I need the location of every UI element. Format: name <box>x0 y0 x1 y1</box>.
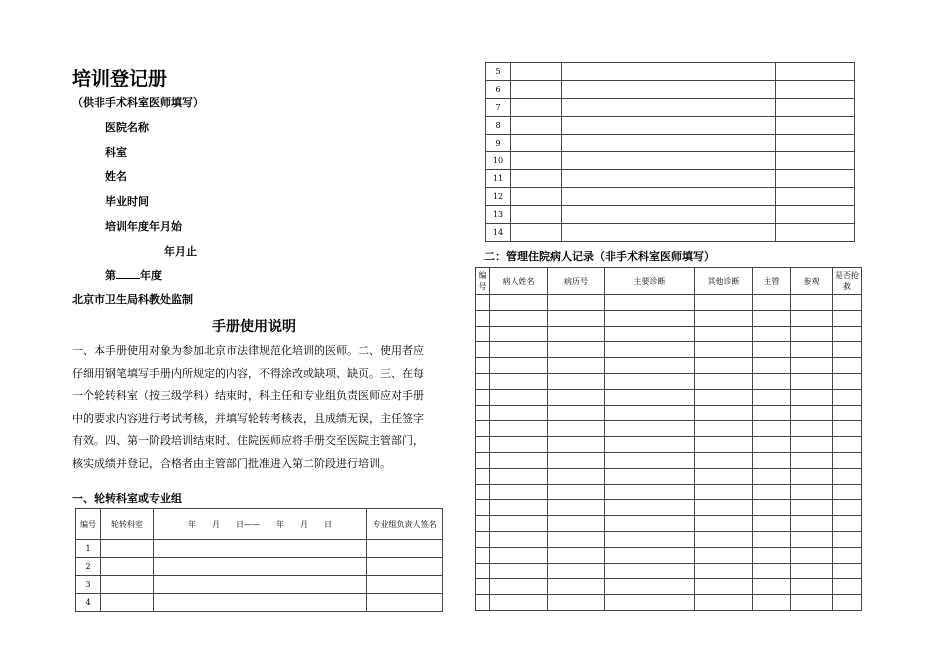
input-cell[interactable] <box>490 326 548 342</box>
input-cell[interactable] <box>791 484 833 500</box>
input-cell[interactable] <box>476 342 490 358</box>
input-cell[interactable] <box>548 295 605 311</box>
table-row <box>486 80 855 98</box>
input-cell[interactable] <box>791 295 833 311</box>
manual-line: 一个轮转科室（按三级学科）结束时，科主任和专业组负责医师应对手册 <box>72 389 424 402</box>
input-cell[interactable] <box>833 326 862 342</box>
input-cell[interactable] <box>776 80 855 98</box>
input-cell[interactable] <box>776 98 855 116</box>
manual-title: 手册使用说明 <box>212 319 296 335</box>
field-hospital-name: 医院名称 <box>105 121 149 134</box>
input-cell[interactable] <box>833 389 862 405</box>
input-cell[interactable] <box>511 98 562 116</box>
col-header-observe: 参观 <box>791 268 833 295</box>
input-cell[interactable] <box>367 576 443 594</box>
input-cell[interactable] <box>490 452 548 468</box>
input-cell[interactable] <box>833 452 862 468</box>
table-row <box>76 576 443 594</box>
input-cell[interactable] <box>562 152 776 170</box>
input-cell[interactable] <box>367 594 443 612</box>
input-cell[interactable] <box>695 326 753 342</box>
manual-line: 有效。四、第一阶段培训结束时、住院医师应将手册交至医院主管部门， <box>72 434 424 447</box>
input-cell[interactable] <box>490 579 548 595</box>
input-cell[interactable] <box>605 437 695 453</box>
table-row <box>486 63 855 81</box>
row-number: 13 <box>486 206 511 224</box>
input-cell[interactable] <box>490 310 548 326</box>
input-cell[interactable] <box>154 540 367 558</box>
input-cell[interactable] <box>753 405 791 421</box>
input-cell[interactable] <box>605 373 695 389</box>
input-cell[interactable] <box>548 516 605 532</box>
input-cell[interactable] <box>562 63 776 81</box>
table-row <box>486 116 855 134</box>
input-cell[interactable] <box>476 484 490 500</box>
input-cell[interactable] <box>605 405 695 421</box>
rotation-table-continued <box>485 62 855 242</box>
input-cell[interactable] <box>490 437 548 453</box>
table-row <box>76 540 443 558</box>
input-cell[interactable] <box>791 468 833 484</box>
input-cell[interactable] <box>753 373 791 389</box>
input-cell[interactable] <box>548 437 605 453</box>
table-row <box>486 152 855 170</box>
col-header-rescue: 是否抢救 <box>833 268 862 295</box>
input-cell[interactable] <box>695 468 753 484</box>
input-cell[interactable] <box>753 547 791 563</box>
input-cell[interactable] <box>476 468 490 484</box>
table-row <box>486 98 855 116</box>
input-cell[interactable] <box>833 531 862 547</box>
input-cell[interactable] <box>776 188 855 206</box>
input-cell[interactable] <box>548 579 605 595</box>
input-cell[interactable] <box>833 421 862 437</box>
input-cell[interactable] <box>833 358 862 374</box>
row-number: 1 <box>76 540 101 558</box>
col-header-patient-name: 病人姓名 <box>490 268 548 295</box>
input-cell[interactable] <box>695 563 753 579</box>
input-cell[interactable] <box>548 389 605 405</box>
input-cell[interactable] <box>753 516 791 532</box>
section1-heading: 一、轮转科室或专业组 <box>72 492 182 505</box>
input-cell[interactable] <box>695 358 753 374</box>
col-header-signature: 专业组负责人签名 <box>367 509 443 540</box>
table-row <box>476 563 862 579</box>
input-cell[interactable] <box>490 373 548 389</box>
table-row <box>486 170 855 188</box>
row-number: 8 <box>486 116 511 134</box>
input-cell[interactable] <box>562 134 776 152</box>
table-row <box>476 437 862 453</box>
table-row <box>76 558 443 576</box>
row-number: 14 <box>486 224 511 242</box>
col-header-dates: 年 月 日—— 年 月 日 <box>154 509 367 540</box>
input-cell[interactable] <box>776 206 855 224</box>
table-row <box>486 224 855 242</box>
input-cell[interactable] <box>490 563 548 579</box>
input-cell[interactable] <box>753 484 791 500</box>
input-cell[interactable] <box>511 206 562 224</box>
section2-heading: 二：管理住院病人记录（非手术科室医师填写） <box>484 250 715 263</box>
input-cell[interactable] <box>476 595 490 611</box>
col-header-department: 轮转科室 <box>101 509 154 540</box>
table-row <box>486 206 855 224</box>
input-cell[interactable] <box>476 516 490 532</box>
input-cell[interactable] <box>154 558 367 576</box>
input-cell[interactable] <box>490 358 548 374</box>
input-cell[interactable] <box>605 484 695 500</box>
table-row <box>476 342 862 358</box>
input-cell[interactable] <box>562 98 776 116</box>
table-row <box>476 547 862 563</box>
input-cell[interactable] <box>548 342 605 358</box>
input-cell[interactable] <box>791 437 833 453</box>
input-cell[interactable] <box>548 563 605 579</box>
inpatient-record-table <box>475 267 862 611</box>
input-cell[interactable] <box>695 595 753 611</box>
table-row <box>476 484 862 500</box>
input-cell[interactable] <box>833 373 862 389</box>
input-cell[interactable] <box>695 500 753 516</box>
input-cell[interactable] <box>490 421 548 437</box>
input-cell[interactable] <box>791 405 833 421</box>
table-header-row <box>476 268 862 295</box>
input-cell[interactable] <box>154 576 367 594</box>
col-header-other-diagnosis: 其他诊断 <box>695 268 753 295</box>
input-cell[interactable] <box>791 326 833 342</box>
table-row <box>76 594 443 612</box>
input-cell[interactable] <box>833 437 862 453</box>
input-cell[interactable] <box>476 358 490 374</box>
input-cell[interactable] <box>548 326 605 342</box>
input-cell[interactable] <box>476 405 490 421</box>
input-cell[interactable] <box>776 63 855 81</box>
table-row <box>476 531 862 547</box>
input-cell[interactable] <box>605 326 695 342</box>
table-row <box>476 500 862 516</box>
input-cell[interactable] <box>833 500 862 516</box>
input-cell[interactable] <box>490 547 548 563</box>
row-number: 4 <box>76 594 101 612</box>
input-cell[interactable] <box>605 389 695 405</box>
input-cell[interactable] <box>776 116 855 134</box>
input-cell[interactable] <box>154 594 367 612</box>
table-row <box>476 595 862 611</box>
field-training-start: 培训年度年月始 <box>105 220 182 233</box>
input-cell[interactable] <box>562 224 776 242</box>
input-cell[interactable] <box>548 373 605 389</box>
input-cell[interactable] <box>605 310 695 326</box>
input-cell[interactable] <box>605 516 695 532</box>
input-cell[interactable] <box>490 342 548 358</box>
input-cell[interactable] <box>511 170 562 188</box>
table-row <box>476 516 862 532</box>
input-cell[interactable] <box>476 373 490 389</box>
input-cell[interactable] <box>791 342 833 358</box>
input-cell[interactable] <box>776 224 855 242</box>
input-cell[interactable] <box>490 516 548 532</box>
input-cell[interactable] <box>695 484 753 500</box>
input-cell[interactable] <box>511 134 562 152</box>
input-cell[interactable] <box>511 116 562 134</box>
input-cell[interactable] <box>511 80 562 98</box>
input-cell[interactable] <box>791 421 833 437</box>
row-number: 3 <box>76 576 101 594</box>
field-training-end: 年月止 <box>164 245 197 258</box>
input-cell[interactable] <box>791 579 833 595</box>
manual-line: 核实成绩并登记，合格者由主管部门批准进入第二阶段进行培训。 <box>72 456 391 470</box>
col-header-number: 编号 <box>76 509 101 540</box>
input-cell[interactable] <box>695 310 753 326</box>
row-number: 5 <box>486 63 511 81</box>
input-cell[interactable] <box>833 342 862 358</box>
table-row <box>476 295 862 311</box>
input-cell[interactable] <box>605 547 695 563</box>
input-cell[interactable] <box>511 63 562 81</box>
input-cell[interactable] <box>476 547 490 563</box>
row-number: 6 <box>486 80 511 98</box>
input-cell[interactable] <box>605 468 695 484</box>
input-cell[interactable] <box>695 531 753 547</box>
input-cell[interactable] <box>476 389 490 405</box>
input-cell[interactable] <box>791 595 833 611</box>
input-cell[interactable] <box>101 540 154 558</box>
manual-line: 中的要求内容进行考试考核，并填写轮转考核表，且成绩无误，主任签字 <box>72 411 424 425</box>
input-cell[interactable] <box>791 531 833 547</box>
input-cell[interactable] <box>562 170 776 188</box>
input-cell[interactable] <box>833 310 862 326</box>
input-cell[interactable] <box>490 295 548 311</box>
input-cell[interactable] <box>101 594 154 612</box>
input-cell[interactable] <box>476 531 490 547</box>
input-cell[interactable] <box>548 595 605 611</box>
input-cell[interactable] <box>548 452 605 468</box>
row-number: 11 <box>486 170 511 188</box>
row-number: 2 <box>76 558 101 576</box>
input-cell[interactable] <box>753 295 791 311</box>
input-cell[interactable] <box>791 563 833 579</box>
input-cell[interactable] <box>695 389 753 405</box>
input-cell[interactable] <box>791 452 833 468</box>
col-header-in-charge: 主管 <box>753 268 791 295</box>
input-cell[interactable] <box>490 468 548 484</box>
manual-body <box>72 340 442 475</box>
manual-line: 仔细用钢笔填写手册内所规定的内容，不得涂改或缺项、缺页。三、在每 <box>72 366 424 380</box>
input-cell[interactable] <box>605 452 695 468</box>
field-department: 科室 <box>105 146 127 159</box>
input-cell[interactable] <box>833 295 862 311</box>
rotation-table <box>75 508 443 612</box>
field-training-term <box>105 267 162 283</box>
input-cell[interactable] <box>753 358 791 374</box>
input-cell[interactable] <box>791 358 833 374</box>
input-cell[interactable] <box>833 484 862 500</box>
table-row <box>476 421 862 437</box>
input-cell[interactable] <box>695 342 753 358</box>
input-cell[interactable] <box>605 421 695 437</box>
page-subtitle: （供非手术科室医师填写） <box>72 96 204 109</box>
col-header-main-diagnosis: 主要诊断 <box>605 268 695 295</box>
input-cell[interactable] <box>753 579 791 595</box>
input-cell[interactable] <box>605 500 695 516</box>
input-cell[interactable] <box>833 579 862 595</box>
input-cell[interactable] <box>753 342 791 358</box>
input-cell[interactable] <box>605 342 695 358</box>
input-cell[interactable] <box>753 595 791 611</box>
col-header-record-number: 病历号 <box>548 268 605 295</box>
input-cell[interactable] <box>791 389 833 405</box>
input-cell[interactable] <box>562 206 776 224</box>
input-cell[interactable] <box>605 595 695 611</box>
input-cell[interactable] <box>695 579 753 595</box>
table-row <box>476 389 862 405</box>
input-cell[interactable] <box>476 500 490 516</box>
input-cell[interactable] <box>511 188 562 206</box>
term-suffix: 年度 <box>140 269 162 282</box>
input-cell[interactable] <box>753 468 791 484</box>
input-cell[interactable] <box>776 170 855 188</box>
input-cell[interactable] <box>476 326 490 342</box>
input-cell[interactable] <box>833 547 862 563</box>
input-cell[interactable] <box>490 405 548 421</box>
input-cell[interactable] <box>791 500 833 516</box>
input-cell[interactable] <box>367 540 443 558</box>
field-graduation-time: 毕业时间 <box>105 195 149 208</box>
table-row <box>476 579 862 595</box>
input-cell[interactable] <box>695 452 753 468</box>
input-cell[interactable] <box>548 468 605 484</box>
input-cell[interactable] <box>753 389 791 405</box>
input-cell[interactable] <box>753 421 791 437</box>
input-cell[interactable] <box>562 116 776 134</box>
input-cell[interactable] <box>753 452 791 468</box>
input-cell[interactable] <box>695 421 753 437</box>
table-header-row <box>76 509 443 540</box>
input-cell[interactable] <box>833 595 862 611</box>
input-cell[interactable] <box>476 563 490 579</box>
supervising-bureau: 北京市卫生局科教处监制 <box>72 293 193 306</box>
row-number: 9 <box>486 134 511 152</box>
input-cell[interactable] <box>562 188 776 206</box>
input-cell[interactable] <box>548 310 605 326</box>
input-cell[interactable] <box>753 310 791 326</box>
input-cell[interactable] <box>833 405 862 421</box>
page-title: 培训登记册 <box>72 68 168 90</box>
input-cell[interactable] <box>776 134 855 152</box>
table-row <box>476 452 862 468</box>
input-cell[interactable] <box>548 500 605 516</box>
input-cell[interactable] <box>791 547 833 563</box>
input-cell[interactable] <box>476 437 490 453</box>
input-cell[interactable] <box>695 373 753 389</box>
input-cell[interactable] <box>476 579 490 595</box>
input-cell[interactable] <box>753 563 791 579</box>
input-cell[interactable] <box>548 547 605 563</box>
row-number: 10 <box>486 152 511 170</box>
input-cell[interactable] <box>833 516 862 532</box>
input-cell[interactable] <box>695 437 753 453</box>
col-header-number: 编号 <box>476 268 490 295</box>
row-number: 7 <box>486 98 511 116</box>
term-blank <box>116 269 140 279</box>
input-cell[interactable] <box>753 500 791 516</box>
input-cell[interactable] <box>776 152 855 170</box>
input-cell[interactable] <box>605 563 695 579</box>
field-name: 姓名 <box>105 170 127 183</box>
manual-line: 一、本手册使用对象为参加北京市法律规范化培训的医师。二、使用者应 <box>72 344 424 357</box>
input-cell[interactable] <box>548 531 605 547</box>
input-cell[interactable] <box>791 516 833 532</box>
row-number: 12 <box>486 188 511 206</box>
input-cell[interactable] <box>605 531 695 547</box>
input-cell[interactable] <box>476 310 490 326</box>
input-cell[interactable] <box>833 468 862 484</box>
input-cell[interactable] <box>791 373 833 389</box>
input-cell[interactable] <box>605 579 695 595</box>
input-cell[interactable] <box>101 558 154 576</box>
input-cell[interactable] <box>490 500 548 516</box>
input-cell[interactable] <box>490 595 548 611</box>
input-cell[interactable] <box>548 405 605 421</box>
term-prefix: 第 <box>105 269 116 282</box>
input-cell[interactable] <box>695 516 753 532</box>
table-row <box>476 310 862 326</box>
input-cell[interactable] <box>562 80 776 98</box>
input-cell[interactable] <box>548 358 605 374</box>
input-cell[interactable] <box>605 295 695 311</box>
input-cell[interactable] <box>753 531 791 547</box>
table-row <box>476 358 862 374</box>
table-row <box>476 326 862 342</box>
input-cell[interactable] <box>511 224 562 242</box>
input-cell[interactable] <box>753 326 791 342</box>
input-cell[interactable] <box>548 484 605 500</box>
input-cell[interactable] <box>833 563 862 579</box>
table-row <box>486 188 855 206</box>
table-row <box>476 373 862 389</box>
input-cell[interactable] <box>476 421 490 437</box>
table-row <box>476 405 862 421</box>
input-cell[interactable] <box>791 310 833 326</box>
input-cell[interactable] <box>605 358 695 374</box>
input-cell[interactable] <box>695 405 753 421</box>
input-cell[interactable] <box>753 437 791 453</box>
input-cell[interactable] <box>476 452 490 468</box>
input-cell[interactable] <box>490 531 548 547</box>
input-cell[interactable] <box>511 152 562 170</box>
input-cell[interactable] <box>476 295 490 311</box>
input-cell[interactable] <box>490 389 548 405</box>
input-cell[interactable] <box>101 576 154 594</box>
input-cell[interactable] <box>490 484 548 500</box>
input-cell[interactable] <box>548 421 605 437</box>
input-cell[interactable] <box>695 295 753 311</box>
input-cell[interactable] <box>695 547 753 563</box>
input-cell[interactable] <box>367 558 443 576</box>
table-row <box>486 134 855 152</box>
table-row <box>476 468 862 484</box>
